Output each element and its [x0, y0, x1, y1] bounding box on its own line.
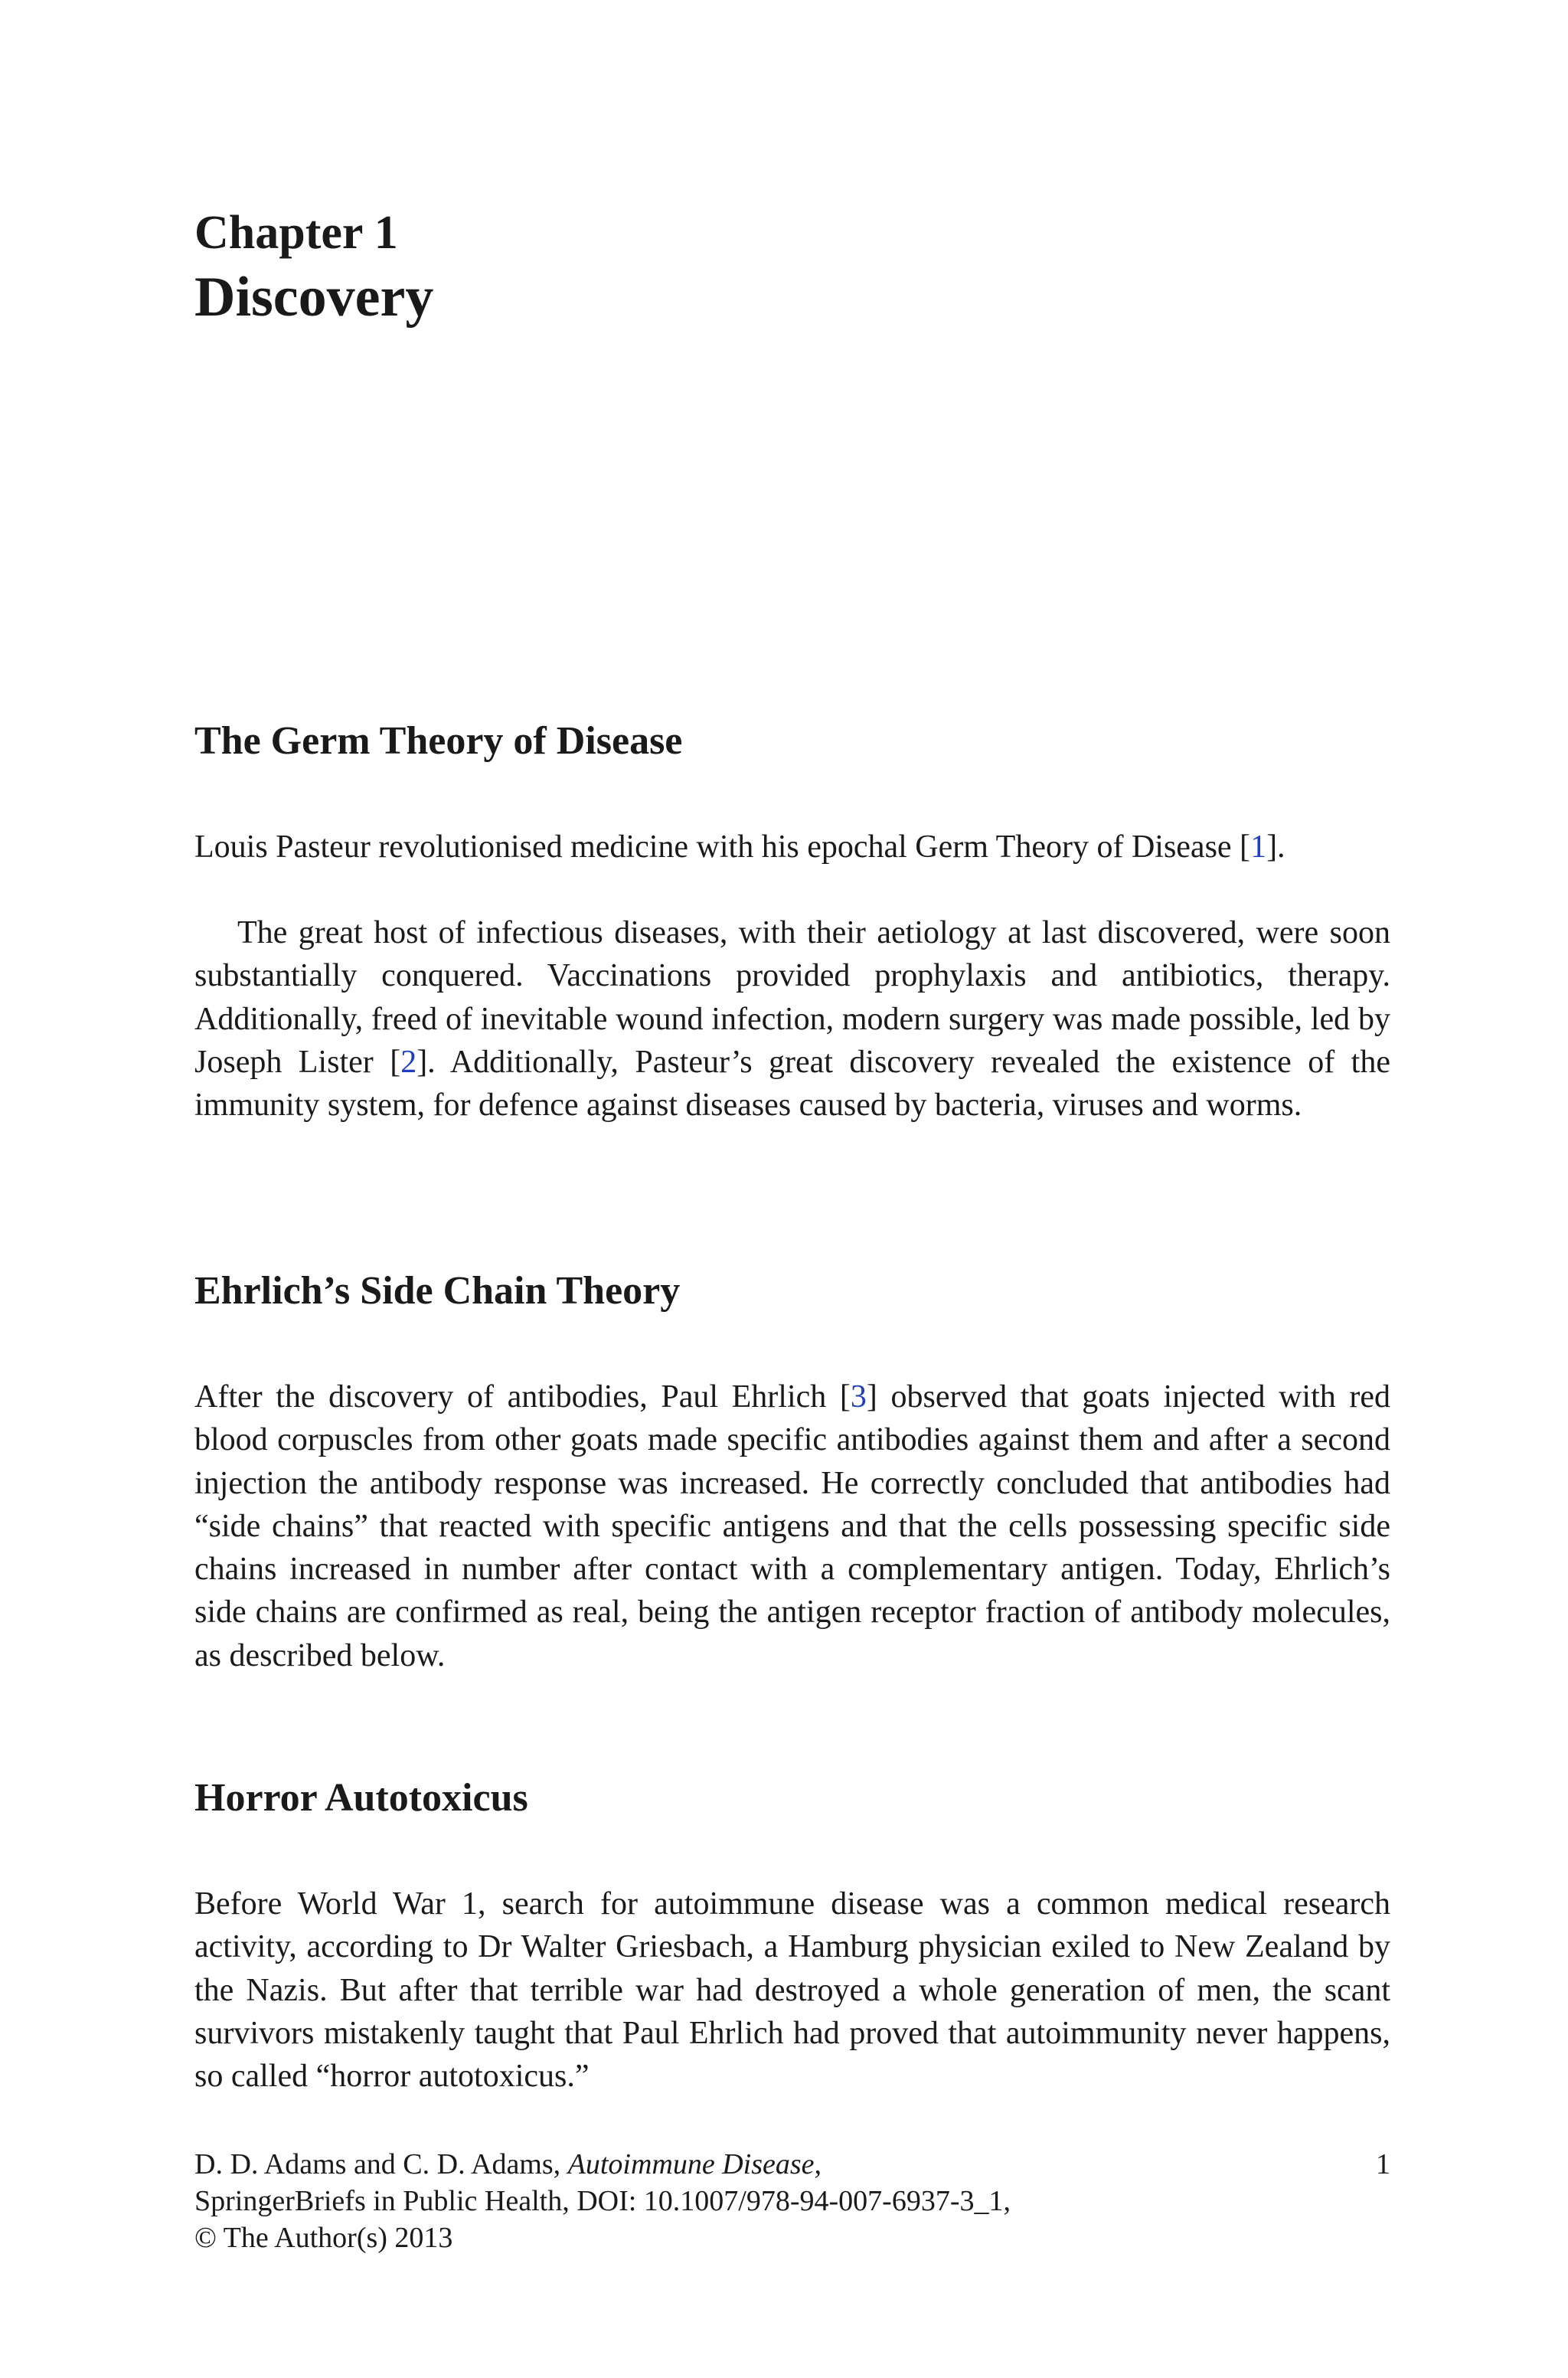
- chapter-title: Discovery: [194, 266, 434, 329]
- paragraph: [194, 1882, 1390, 2098]
- citation-link[interactable]: 3: [850, 1379, 867, 1415]
- section-heading-side-chain-theory: Ehrlich’s Side Chain Theory: [194, 1269, 681, 1313]
- footer-book-title: Autoimmune Disease: [567, 2148, 815, 2180]
- paragraph-text: After the discovery of antibodies, Paul Ehrlich [: [194, 1379, 851, 1415]
- page-number: 1: [1376, 2148, 1390, 2180]
- page-footer: [194, 2146, 1390, 2256]
- section-heading-germ-theory: The Germ Theory of Disease: [194, 719, 683, 763]
- paragraph: [194, 911, 1390, 1127]
- footer-punctuation: ,: [814, 2148, 822, 2180]
- paragraph-text: The great host of infectious diseases, with their aetiology at last discovered, were soon substantially conquered. Vaccinations provided prophylaxis and antibiotics, therapy. Additionally, freed of inevitable wound infection, modern surgery was made possible, led by Joseph Lister [: [194, 915, 1390, 1080]
- footer-series: SpringerBriefs in Public Health, DOI: 10.1007/978-94-007-6937-3_1,: [194, 2185, 1011, 2217]
- footer-authors: D. D. Adams and C. D. Adams,: [194, 2148, 568, 2180]
- paragraph-text: ]. Additionally, Pasteur’s great discovery revealed the existence of the immunity system, for defence against diseases caused by bacteria, viruses and worms.: [194, 1044, 1390, 1124]
- footer-copyright: © The Author(s) 2013: [194, 2222, 453, 2254]
- citation-link[interactable]: 1: [1250, 829, 1267, 865]
- paragraph-text: ].: [1266, 829, 1285, 865]
- paragraph: [194, 826, 1390, 868]
- paragraph-text: Before World War 1, search for autoimmune disease was a common medical research activity, according to Dr Walter Griesbach, a Hamburg physician exiled to New Zealand by the Nazis. But after that terrible war had destroyed a whole generation of men, the scant survivors mistakenly taught that Paul Ehrlich had proved that autoimmunity never happens, so called “horror autotoxicus.”: [194, 1886, 1390, 2095]
- paragraph-text: ] observed that goats injected with red blood corpuscles from other goats made specific antibodies against them and after a second injection the antibody response was increased. He correctly concluded that antibodies had “side chains” that reacted with specific antigens and that the cells possessing specific side chains increased in number after contact with a complementary antigen. Today, Ehrlich’s side chains are confirmed as real, being the antigen receptor fraction of antibody molecules, as described below.: [194, 1379, 1390, 1673]
- footer-citation-line: [194, 2146, 1390, 2183]
- section-heading-horror-autotoxicus: Horror Autotoxicus: [194, 1776, 528, 1820]
- paragraph-text: Louis Pasteur revolutionised medicine with his epochal Germ Theory of Disease [: [194, 829, 1251, 865]
- paragraph: [194, 1375, 1390, 1677]
- citation-link[interactable]: 2: [400, 1044, 417, 1080]
- chapter-label: Chapter 1: [194, 207, 398, 259]
